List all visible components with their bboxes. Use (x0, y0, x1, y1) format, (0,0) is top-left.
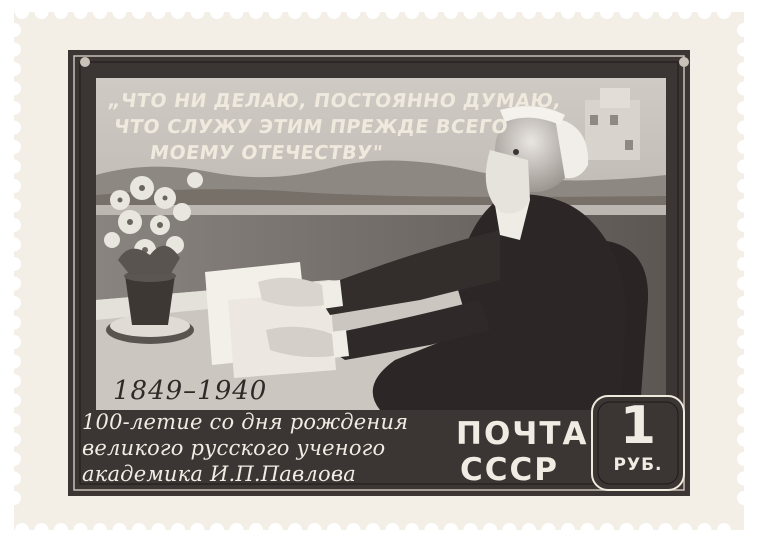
perforation-hole (7, 374, 21, 388)
perforation-hole (7, 296, 21, 310)
perforation-hole (7, 413, 21, 427)
perforation-hole (7, 218, 21, 232)
perforation-hole (737, 257, 751, 271)
perforation-hole (581, 5, 595, 19)
perforation-hole (35, 5, 49, 19)
perforation-hole (7, 160, 21, 174)
perforation-hole (737, 413, 751, 427)
perforation-hole (425, 523, 439, 537)
perforation-hole (620, 5, 634, 19)
perforation-hole (7, 199, 21, 213)
perforation-hole (386, 5, 400, 19)
perforation-hole (7, 277, 21, 291)
perforation-hole (581, 523, 595, 537)
perforation-hole (132, 523, 146, 537)
perforation-hole (7, 433, 21, 447)
perforation-hole (503, 523, 517, 537)
perforation-hole (522, 523, 536, 537)
perforation-hole (503, 5, 517, 19)
perforation-hole (7, 452, 21, 466)
perforation-hole (737, 491, 751, 505)
perforation-hole (366, 5, 380, 19)
perforation-hole (54, 523, 68, 537)
perforation-hole (269, 523, 283, 537)
perforation-hole (230, 5, 244, 19)
caption-line-3: академика И.П.Павлова (82, 462, 356, 486)
perforation-hole (7, 179, 21, 193)
perforation-hole (405, 523, 419, 537)
perforation-hole (737, 472, 751, 486)
perforation-hole (347, 523, 361, 537)
perforation-hole (7, 335, 21, 349)
perforation-hole (7, 140, 21, 154)
perforation-hole (74, 5, 88, 19)
perforation-hole (464, 5, 478, 19)
perforation-hole (737, 62, 751, 76)
post-label: ПОЧТА (456, 416, 589, 452)
perforation-hole (639, 5, 653, 19)
perforation-hole (7, 82, 21, 96)
perforation-hole (93, 523, 107, 537)
perforation-hole (7, 238, 21, 252)
denomination-value: 1 (619, 396, 657, 456)
perforation-hole (425, 5, 439, 19)
perforation-hole (7, 257, 21, 271)
perforation-hole (7, 355, 21, 369)
quote-line-2: ЧТО СЛУЖУ ЭТИМ ПРЕЖДЕ ВСЕГО (112, 116, 510, 138)
perforation-hole (113, 523, 127, 537)
perforation-hole (737, 452, 751, 466)
perforation-hole (737, 82, 751, 96)
perforation-hole (191, 5, 205, 19)
perforation-hole (737, 433, 751, 447)
perforation-hole (542, 523, 556, 537)
perforation-hole (737, 374, 751, 388)
perforation-hole (288, 5, 302, 19)
perforation-hole (210, 523, 224, 537)
denomination-unit: РУБ. (613, 455, 663, 475)
perforation-hole (678, 523, 692, 537)
perforation-hole (152, 5, 166, 19)
perforation-hole (444, 5, 458, 19)
perforation-hole (7, 43, 21, 57)
perforation-hole (522, 5, 536, 19)
perforation-hole (7, 491, 21, 505)
perforation-hole (639, 523, 653, 537)
perforation-hole (737, 277, 751, 291)
quote-line-3: МОЕМУ ОТЕЧЕСТВУ" (148, 142, 385, 164)
perforation-hole (737, 101, 751, 115)
perforation-hole (600, 523, 614, 537)
perforation-hole (113, 5, 127, 19)
perforation-hole (327, 5, 341, 19)
perforation-hole (35, 523, 49, 537)
perforation-hole (7, 121, 21, 135)
perforation-hole (191, 523, 205, 537)
perforation-hole (737, 394, 751, 408)
perforation-hole (737, 355, 751, 369)
perforation-hole (717, 523, 731, 537)
perforation-hole (620, 523, 634, 537)
perforation-hole (7, 23, 21, 37)
perforation-hole (54, 5, 68, 19)
perforation-hole (230, 523, 244, 537)
perforation-hole (7, 394, 21, 408)
perforation-hole (210, 5, 224, 19)
perforation-hole (483, 5, 497, 19)
perforation-hole (171, 5, 185, 19)
perforation-hole (327, 523, 341, 537)
perforation-hole (366, 523, 380, 537)
perforation-hole (74, 523, 88, 537)
perforation-hole (464, 523, 478, 537)
perforation-hole (15, 523, 29, 537)
perforation-hole (659, 5, 673, 19)
caption-line-2: великого русского ученого (82, 436, 386, 460)
perforation-hole (15, 5, 29, 19)
perforation-hole (483, 523, 497, 537)
perforation-hole (717, 5, 731, 19)
perforation-hole (132, 5, 146, 19)
perforation-hole (7, 316, 21, 330)
perforation-hole (249, 523, 263, 537)
perforation-hole (386, 523, 400, 537)
perforation-hole (737, 23, 751, 37)
perforation-hole (737, 296, 751, 310)
perforation-hole (7, 62, 21, 76)
perforation-hole (7, 472, 21, 486)
perforation-hole (737, 121, 751, 135)
perforation-hole (269, 5, 283, 19)
perforation-hole (737, 160, 751, 174)
perforation-hole (678, 5, 692, 19)
perforation-hole (249, 5, 263, 19)
perforation-hole (93, 5, 107, 19)
perforation-hole (542, 5, 556, 19)
perforation-hole (347, 5, 361, 19)
perforation-hole (288, 523, 302, 537)
perforation-hole (737, 140, 751, 154)
perforation-hole (444, 523, 458, 537)
perforation-hole (737, 43, 751, 57)
perforation-hole (737, 316, 751, 330)
perforation-hole (737, 335, 751, 349)
caption-line-1: 100-летие со дня рождения (82, 410, 409, 434)
perforation-hole (659, 523, 673, 537)
life-years: 1849–1940 (113, 376, 268, 406)
perforation-hole (308, 523, 322, 537)
perforation-hole (405, 5, 419, 19)
perforation-hole (737, 199, 751, 213)
perforation-hole (698, 5, 712, 19)
perforation-hole (561, 5, 575, 19)
perforation-hole (308, 5, 322, 19)
perforation-hole (698, 523, 712, 537)
perforation-hole (152, 523, 166, 537)
perforation-hole (171, 523, 185, 537)
perforation-hole (737, 238, 751, 252)
perforation-hole (737, 218, 751, 232)
perforation-hole (7, 101, 21, 115)
perforation-hole (737, 179, 751, 193)
perforation-hole (600, 5, 614, 19)
country-label: СССР (460, 452, 559, 488)
quote-line-1: „ЧТО НИ ДЕЛАЮ, ПОСТОЯННО ДУМАЮ, (106, 90, 563, 112)
perforation-hole (561, 523, 575, 537)
